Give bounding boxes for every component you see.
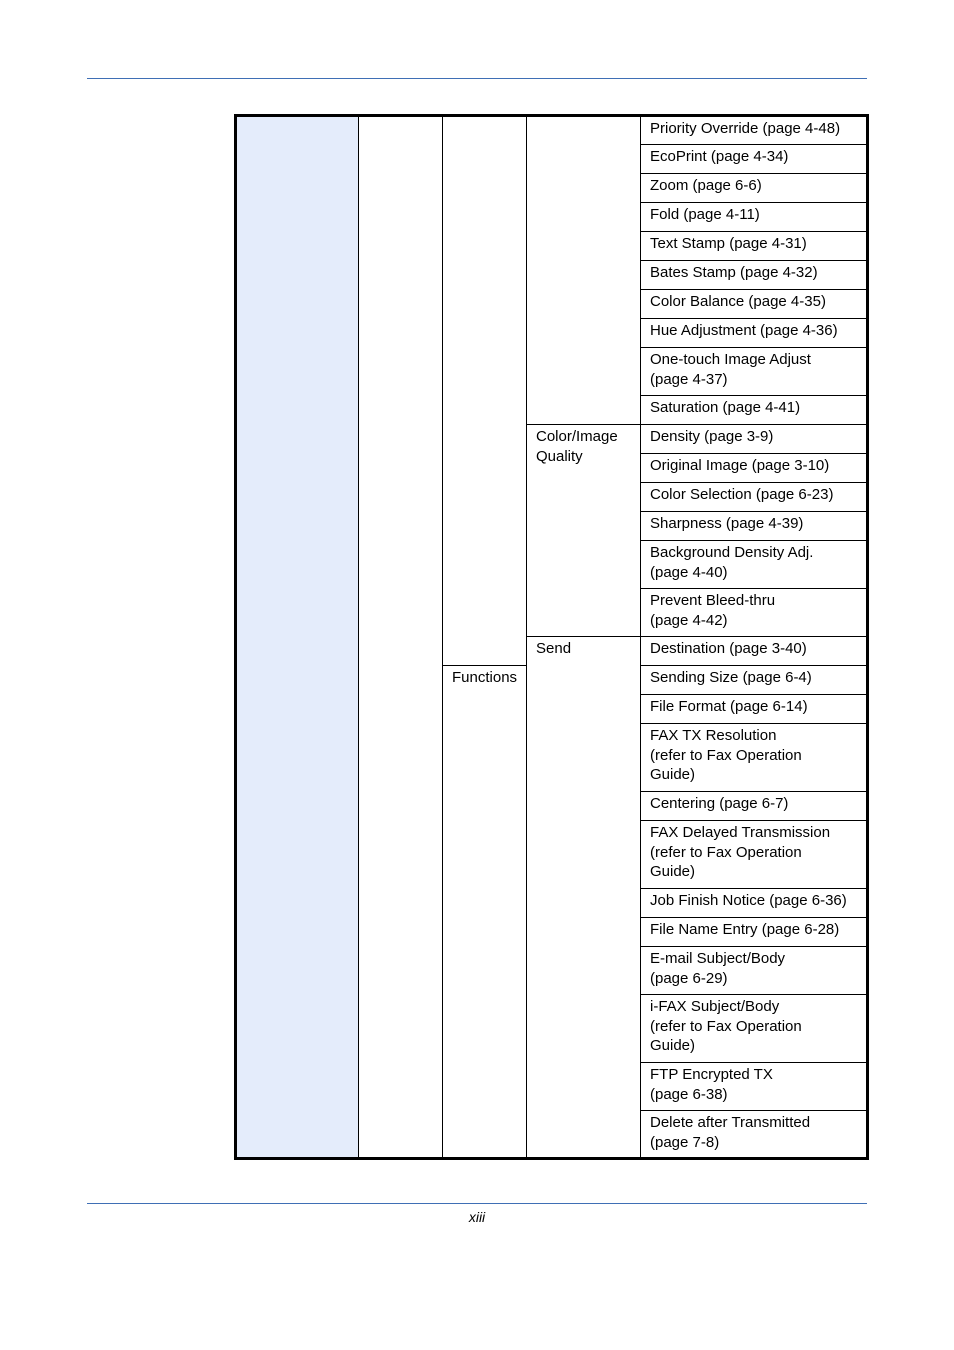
menu-item: Priority Override (page 4-48) (641, 116, 868, 145)
menu-item: E-mail Subject/Body (page 6-29) (641, 947, 868, 995)
menu-item: Color Balance (page 4-35) (641, 290, 868, 319)
category-column-cell (236, 116, 359, 1159)
menu-item: i-FAX Subject/Body (refer to Fax Operation Guide) (641, 995, 868, 1063)
menu-item: Background Density Adj. (page 4-40) (641, 541, 868, 589)
menu-item: Sharpness (page 4-39) (641, 512, 868, 541)
functions-label: Functions (443, 666, 527, 1159)
menu-item: One-touch Image Adjust (page 4-37) (641, 348, 868, 396)
menu-item: Sending Size (page 6-4) (641, 666, 868, 695)
menu-tree-table (234, 114, 869, 1160)
menu-item: Original Image (page 3-10) (641, 454, 868, 483)
menu-item: Job Finish Notice (page 6-36) (641, 889, 868, 918)
footer-rule (87, 1203, 867, 1204)
menu-item: EcoPrint (page 4-34) (641, 145, 868, 174)
destination-item: Destination (page 3-40) (641, 637, 868, 666)
menu-item: FAX Delayed Transmission (refer to Fax Operation Guide) (641, 821, 868, 889)
level3-column-cell (527, 116, 641, 425)
menu-item: Bates Stamp (page 4-32) (641, 261, 868, 290)
menu-item: Saturation (page 4-41) (641, 396, 868, 425)
header-rule (87, 78, 867, 79)
menu-item: Prevent Bleed-thru (page 4-42) (641, 589, 868, 637)
menu-item: Text Stamp (page 4-31) (641, 232, 868, 261)
menu-item: FAX TX Resolution (refer to Fax Operation Guide) (641, 724, 868, 792)
colorimage-quality-label: Color/Image Quality (527, 425, 641, 637)
menu-item: Delete after Transmitted (page 7-8) (641, 1111, 868, 1159)
menu-item: Zoom (page 6-6) (641, 174, 868, 203)
menu-item: Color Selection (page 6-23) (641, 483, 868, 512)
menu-item: File Name Entry (page 6-28) (641, 918, 868, 947)
page-number: xiii (468, 1209, 486, 1225)
menu-item: FTP Encrypted TX (page 6-38) (641, 1063, 868, 1111)
level2-column-cell (443, 116, 527, 666)
menu-item: Fold (page 4-11) (641, 203, 868, 232)
menu-item: Density (page 3-9) (641, 425, 868, 454)
menu-item: Hue Adjustment (page 4-36) (641, 319, 868, 348)
level1-column-cell (359, 116, 443, 1159)
send-label: Send (527, 637, 641, 1159)
menu-item: File Format (page 6-14) (641, 695, 868, 724)
menu-item: Centering (page 6-7) (641, 792, 868, 821)
